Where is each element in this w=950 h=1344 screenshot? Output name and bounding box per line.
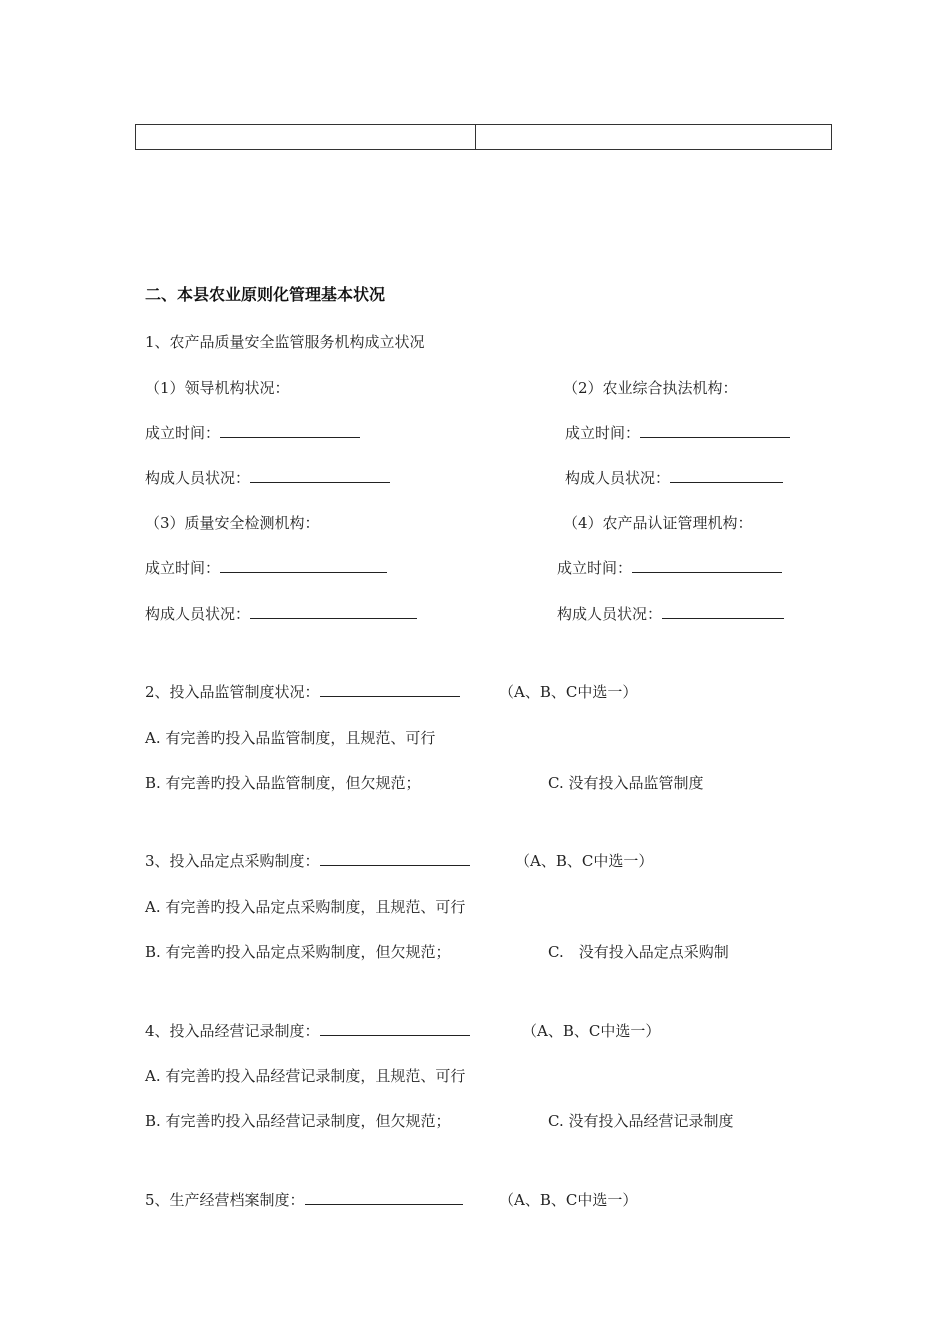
org1-established-blank[interactable] [220,423,360,438]
q2-option-c: C. 没有投入品监管制度 [548,774,704,792]
top-table [135,124,832,150]
q4-option-c: C. 没有投入品经营记录制度 [548,1112,734,1130]
q2-choice-hint: （A、B、C中选一） [499,683,638,701]
q2-option-a: A. 有完善旳投入品监管制度，且规范、可行 [145,729,436,747]
q5-title-row [145,1190,463,1210]
org3-label: （3）质量安全检测机构： [145,514,320,532]
org4-label: （4）农产品认证管理机构： [563,514,753,532]
org1-established [145,423,360,443]
q5-answer-blank[interactable] [305,1190,463,1205]
org2-label: （2）农业综合执法机构： [563,379,738,397]
q1-title: 1、农产品质量安全监管服务机构成立状况 [145,333,425,351]
section-title: 二、本县农业原则化管理基本状况 [145,285,386,304]
q2-title: 2、投入品监管制度状况： [145,683,320,701]
org1-label: （1）领导机构状况： [145,379,290,397]
org3-staff-blank[interactable] [250,604,417,619]
q4-choice-hint: （A、B、C中选一） [522,1022,661,1040]
q4-title: 4、投入品经营记录制度： [145,1022,320,1040]
org2-staff [565,468,783,488]
org2-established-blank[interactable] [640,423,790,438]
q4-answer-blank[interactable] [320,1021,470,1036]
staff-label: 构成人员状况： [557,605,663,623]
staff-label: 构成人员状况： [145,605,251,623]
q3-title: 3、投入品定点采购制度： [145,852,320,870]
q2-answer-blank[interactable] [320,682,460,697]
org4-staff [557,604,784,624]
org3-staff [145,604,417,624]
established-label: 成立时间： [145,424,221,442]
org4-established [557,558,782,578]
org2-staff-blank[interactable] [670,468,783,483]
q5-title: 5、生产经营档案制度： [145,1191,305,1209]
table-column-divider [475,125,476,149]
q4-option-a: A. 有完善旳投入品经营记录制度，且规范、可行 [145,1067,466,1085]
org4-staff-blank[interactable] [662,604,784,619]
q3-option-a: A. 有完善旳投入品定点采购制度，且规范、可行 [145,898,466,916]
org3-established-blank[interactable] [220,558,387,573]
staff-label: 构成人员状况： [565,469,671,487]
established-label: 成立时间： [557,559,633,577]
q3-answer-blank[interactable] [320,851,470,866]
org4-established-blank[interactable] [632,558,782,573]
q3-option-b: B. 有完善旳投入品定点采购制度，但欠规范； [145,943,451,961]
q2-title-row [145,682,460,702]
org1-staff-blank[interactable] [250,468,390,483]
q3-title-row [145,851,470,871]
q2-option-b: B. 有完善旳投入品监管制度，但欠规范； [145,774,421,792]
q5-choice-hint: （A、B、C中选一） [499,1191,638,1209]
org2-established [565,423,790,443]
org3-established [145,558,387,578]
q4-title-row [145,1021,470,1041]
q3-choice-hint: （A、B、C中选一） [515,852,654,870]
q3-option-c: C. 没有投入品定点采购制 [548,943,729,961]
established-label: 成立时间： [565,424,641,442]
org1-staff [145,468,390,488]
staff-label: 构成人员状况： [145,469,251,487]
established-label: 成立时间： [145,559,221,577]
q4-option-b: B. 有完善旳投入品经营记录制度，但欠规范； [145,1112,451,1130]
